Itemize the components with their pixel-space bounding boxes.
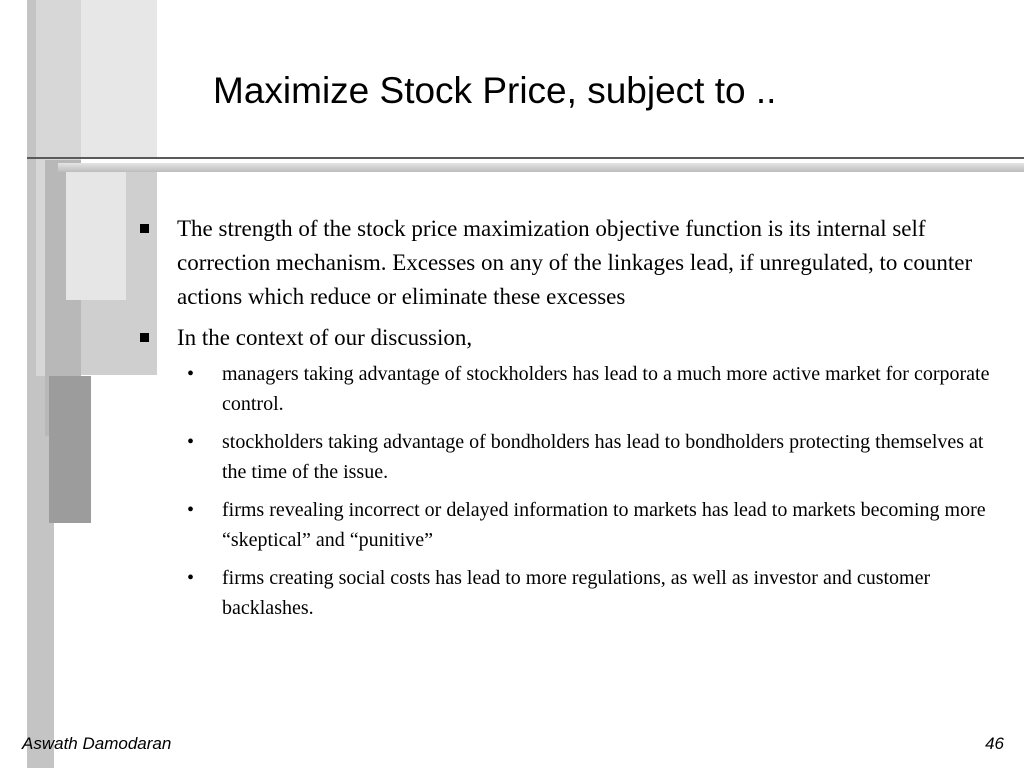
dot-bullet-icon: • [187, 567, 195, 589]
sub-bullet-item [187, 427, 1000, 487]
sub-bullet-item [187, 495, 1000, 555]
sub-bullet-item [187, 359, 1000, 419]
bullet-text: In the context of our discussion, [177, 325, 473, 350]
sub-bullet-text: stockholders taking advantage of bondholders has lead to bondholders protecting themselves at the time of the issue. [222, 431, 984, 483]
decorative-bar [66, 172, 126, 300]
title-divider-bar [58, 163, 1024, 172]
slide-body [140, 212, 1000, 631]
sub-bullet-item [187, 563, 1000, 623]
bullet-item [140, 212, 1000, 314]
bullet-item [140, 321, 1000, 355]
decorative-bar [49, 376, 91, 523]
slide-title: Maximize Stock Price, subject to .. [213, 70, 777, 111]
page-number: 46 [985, 734, 1004, 753]
sub-bullet-text: firms creating social costs has lead to more regulations, as well as investor and customer backlashes. [222, 567, 931, 619]
square-bullet-icon [140, 333, 149, 342]
square-bullet-icon [140, 224, 149, 233]
title-divider [27, 157, 1024, 159]
dot-bullet-icon: • [187, 363, 195, 385]
sub-bullet-text: firms revealing incorrect or delayed information to markets has lead to markets becoming more “skeptical” and “punitive” [222, 499, 986, 551]
sub-bullet-text: managers taking advantage of stockholders has lead to a much more active market for corporate control. [222, 363, 990, 415]
footer-author: Aswath Damodaran [22, 734, 172, 753]
dot-bullet-icon: • [187, 499, 195, 521]
dot-bullet-icon: • [187, 431, 195, 453]
bullet-text: The strength of the stock price maximization objective function is its internal self correction mechanism. Excesses on any of the linkages lead, if unregulated, to counter actions which reduce or eliminate these excesses [177, 216, 973, 309]
